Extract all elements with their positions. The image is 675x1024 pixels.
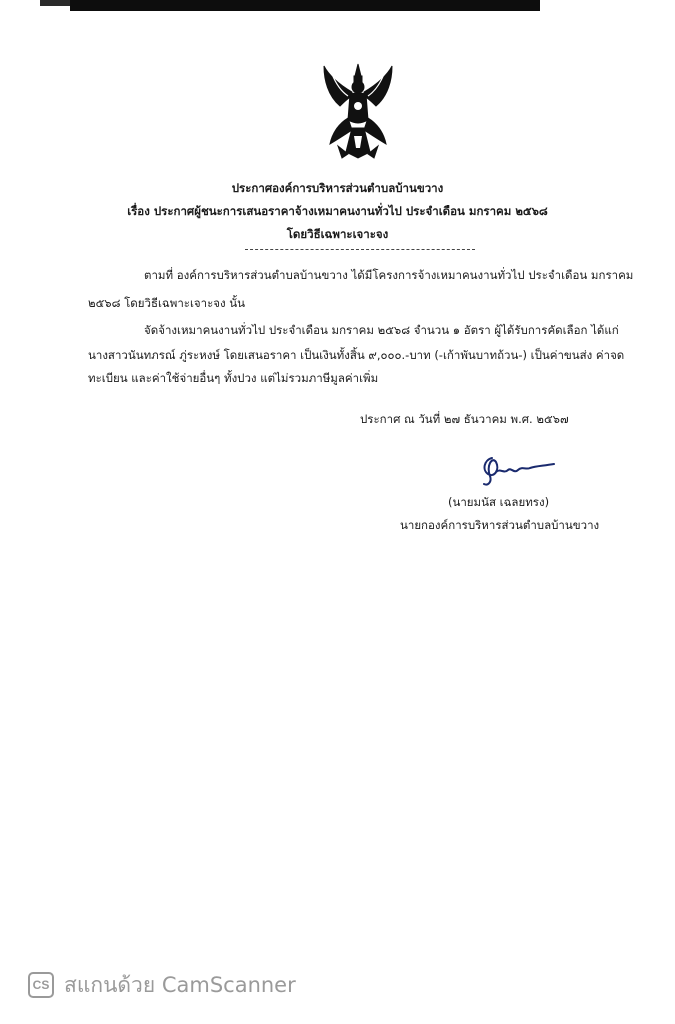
paragraph-1-line-1: ตามที่ องค์การบริหารส่วนตำบลบ้านขวาง ได้มีโครงการจ้างเหมาคนงานทั่วไป ประจำเดือน มกราคม xyxy=(144,268,634,282)
garuda-emblem-icon xyxy=(318,62,398,162)
scan-shadow xyxy=(70,0,540,11)
paragraph-2-line-2: นางสาวนันทภรณ์ ภู่ระหงษ์ โดยเสนอราคา เป็นเงินทั้งสิ้น ๙,๐๐๐.-บาท (-เก้าพันบาทถ้วน-) เป็นค่าขนส่ง ค่าจด xyxy=(88,348,625,362)
signatory-name: (นายมนัส เฉลยทรง) xyxy=(448,495,550,509)
heading-divider xyxy=(245,249,475,250)
paragraph-2-line-3: ทะเบียน และค่าใช้จ่ายอื่นๆ ทั้งปวง แต่ไม่รวมภาษีมูลค่าเพิ่ม xyxy=(88,371,379,385)
announcement-date: ประกาศ ณ วันที่ ๒๗ ธันวาคม พ.ศ. ๒๕๖๗ xyxy=(360,412,569,426)
signatory-title: นายกองค์การบริหารส่วนตำบลบ้านขวาง xyxy=(400,518,600,532)
handwritten-signature xyxy=(478,452,558,488)
camscanner-watermark xyxy=(28,970,296,1000)
paragraph-2-line-1: จัดจ้างเหมาคนงานทั่วไป ประจำเดือน มกราคม ๒๕๖๘ จำนวน ๑ อัตรา ผู้ได้รับการคัดเลือก ได้แก่ xyxy=(144,323,619,337)
camscanner-text: สแกนด้วย CamScanner xyxy=(64,972,296,997)
camscanner-logo-icon: CS xyxy=(28,972,54,998)
scan-top-edge xyxy=(0,0,675,14)
announcement-title: ประกาศองค์การบริหารส่วนตำบลบ้านขวาง xyxy=(231,181,444,195)
announcement-method: โดยวิธีเฉพาะเจาะจง xyxy=(286,227,389,241)
paragraph-1-line-2: ๒๕๖๘ โดยวิธีเฉพาะเจาะจง นั้น xyxy=(88,296,245,310)
announcement-subject: เรื่อง ประกาศผู้ชนะการเสนอราคาจ้างเหมาคนงานทั่วไป ประจำเดือน มกราคม ๒๕๖๘ xyxy=(127,204,548,218)
